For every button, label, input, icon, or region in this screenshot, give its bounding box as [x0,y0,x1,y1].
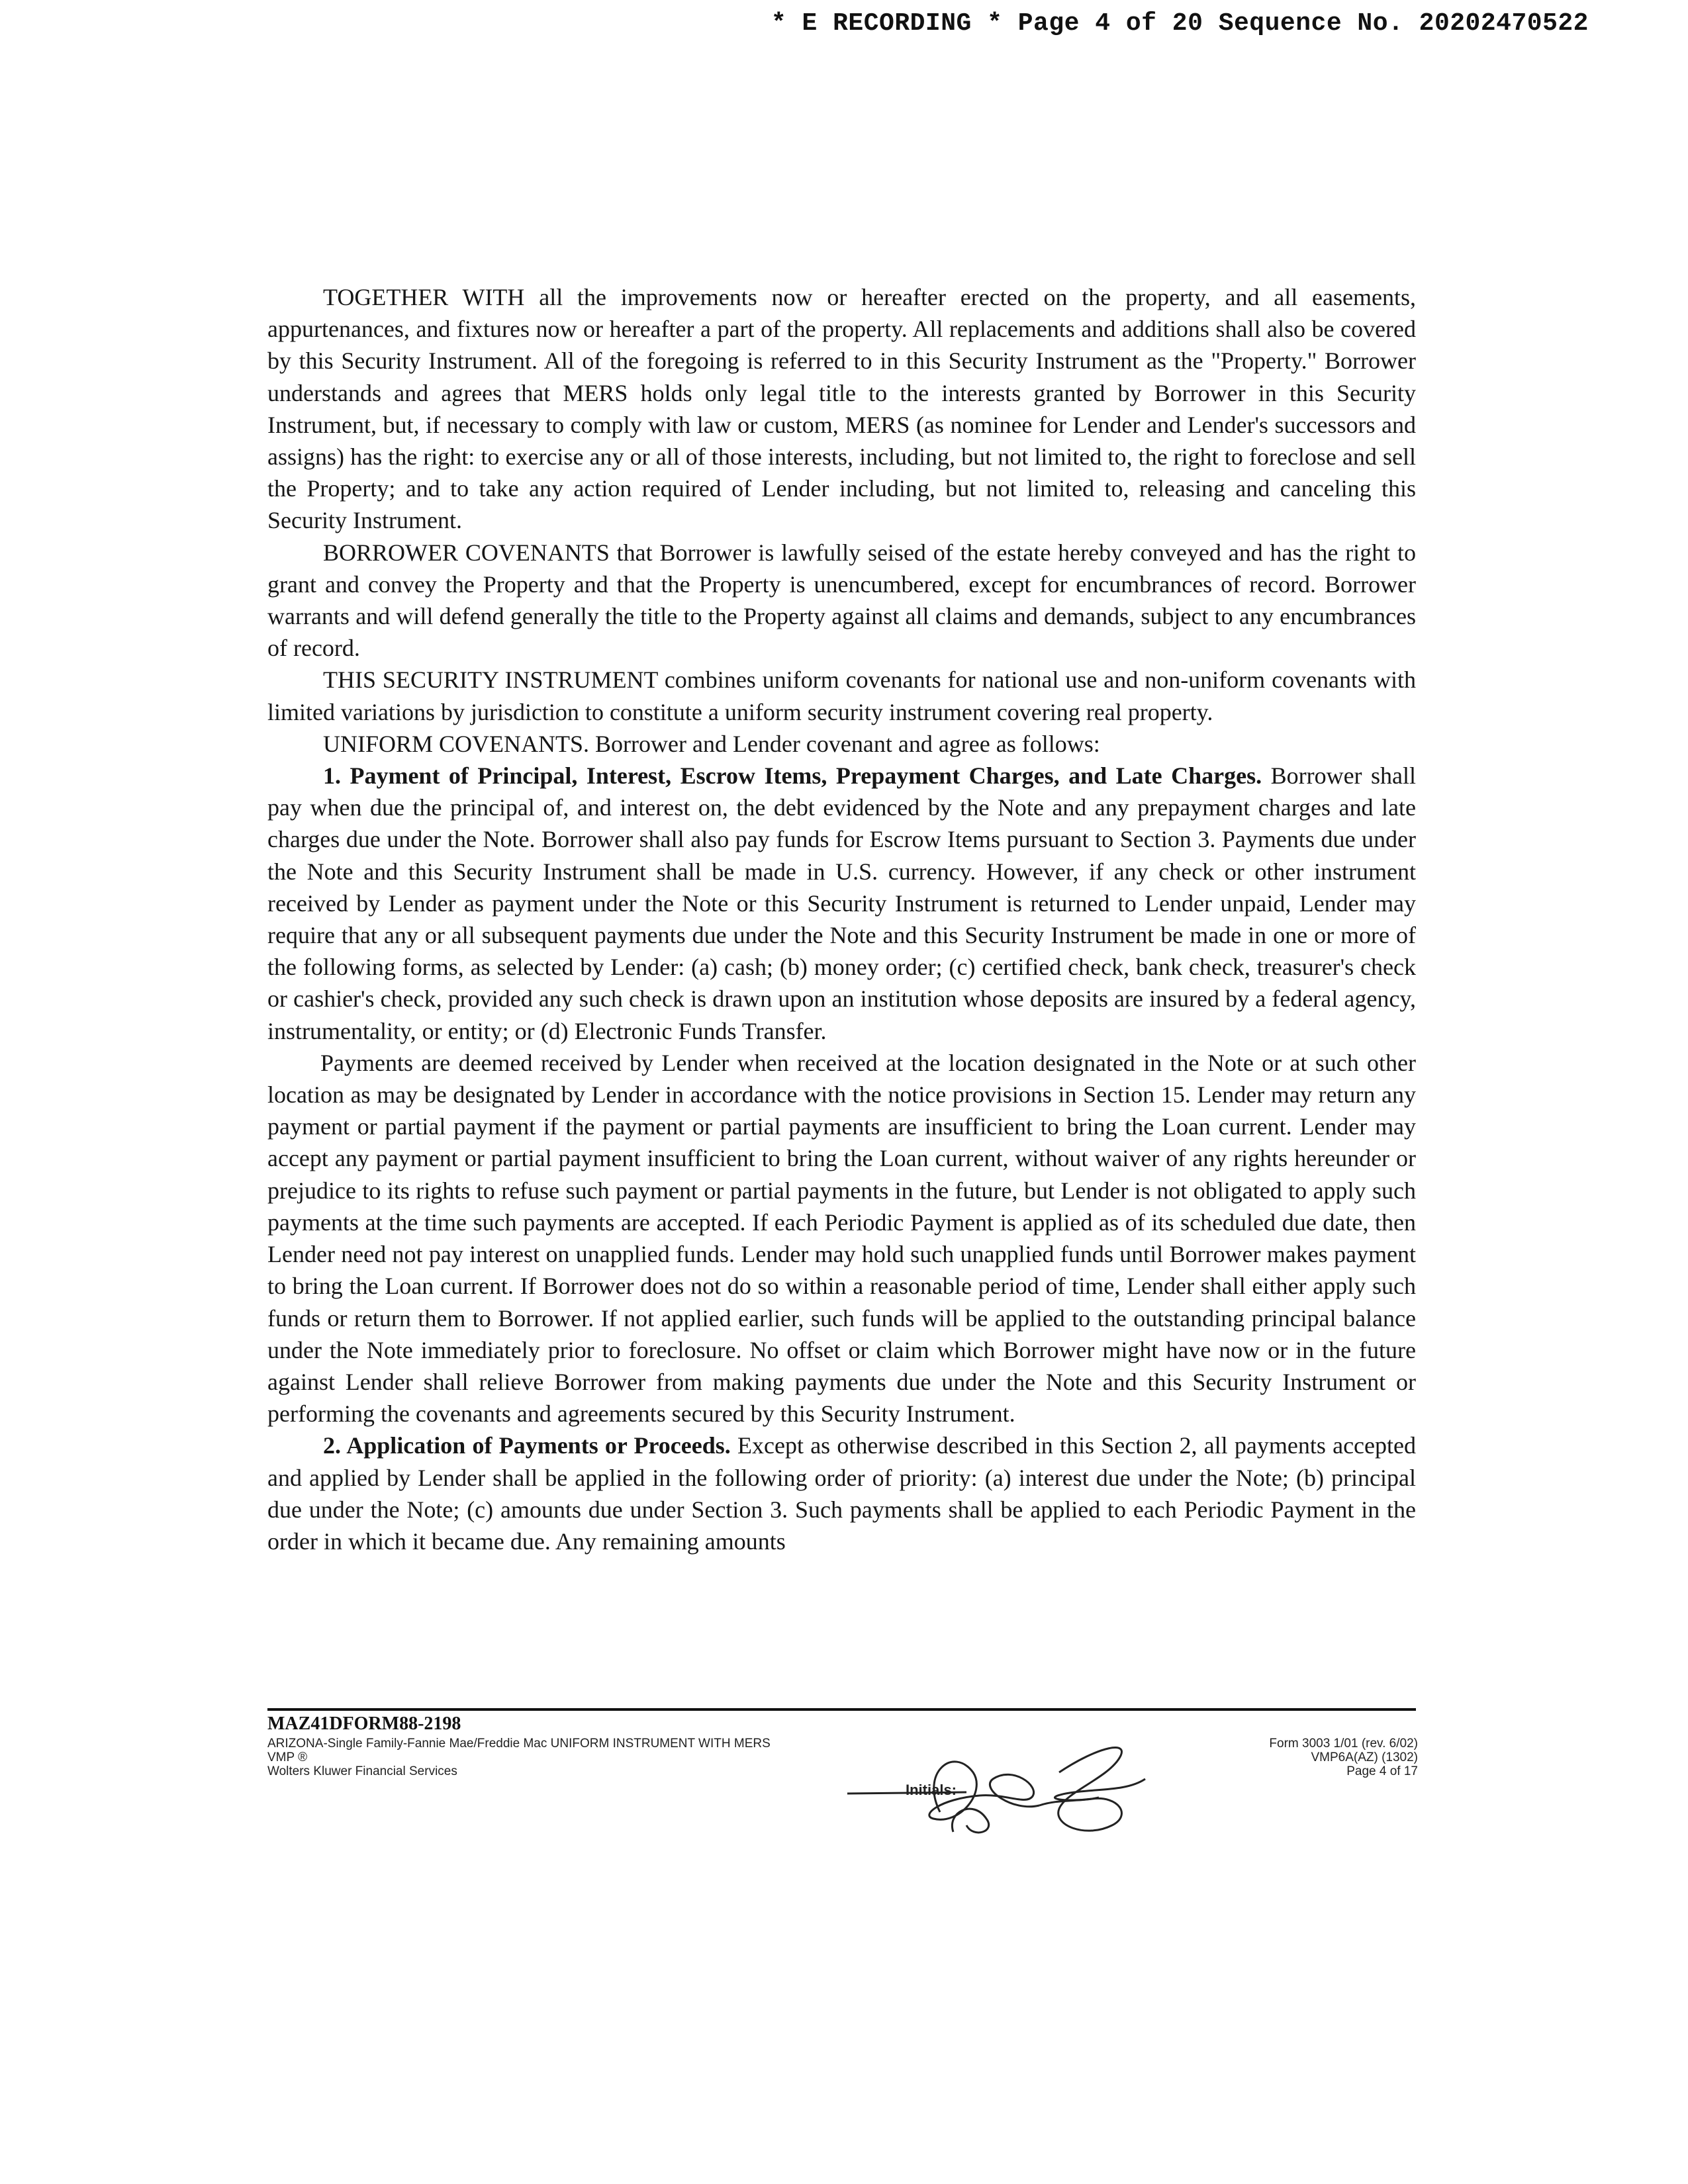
paragraph-borrower-covenants: BORROWER COVENANTS that Borrower is lawfully seised of the estate hereby conveyed and has the right to grant and convey the Property and that the Property is unencumbered, except for encumbrances of record. Borrower warrants and will defend generally the title to the Property against all claims and demands, subject to any encumbrances of record. [267,539,1416,662]
footer-divider [267,1708,1416,1711]
paragraph-payments-received: Payments are deemed received by Lender when received at the location designated in the Note or at such other location as may be designated by Lender in accordance with the notice provisions in Section 15. Lender may return any payment or partial payment if the payment or partial payments are insufficient to bring the Loan current. Lender may accept any payment or partial payment insufficient to bring the Loan current, without waiver of any rights hereunder or prejudice to its rights to refuse such payment or partial payments in the future, but Lender is not obligated to apply such payments at the time such payments are accepted. If each Periodic Payment is applied as of its scheduled due date, then Lender need not pay interest on unapplied funds. Lender may hold such unapplied funds until Borrower makes payment to bring the Loan current. If Borrower does not do so within a reasonable period of time, Lender shall either apply such funds or return them to Borrower. If not applied earlier, such funds will be applied to the outstanding principal balance under the Note immediately prior to foreclosure. No offset or claim which Borrower might have now or in the future against Lender shall relieve Borrower from making payments due under the Note and this Security Instrument or performing the covenants and agreements secured by this Security Instrument. [267,1049,1416,1428]
paragraph-this-security-instrument: THIS SECURITY INSTRUMENT combines uniform covenants for national use and non-uniform covenants with limited variations by jurisdiction to constitute a uniform security instrument covering real property. [267,666,1416,725]
document-body [267,281,1416,1557]
initials-signature [841,1733,1172,1845]
footer-vmp-mark: VMP ® [267,1751,308,1764]
initial-stroke-4 [1039,1797,1099,1805]
footer-form-id: VMP6A(AZ) (1302) [1311,1751,1418,1764]
footer-page-number: Page 4 of 17 [1346,1764,1418,1778]
footer-form-number [1269,1737,1418,1778]
footer-form-info [267,1737,771,1778]
initial-stroke-3 [1055,1748,1145,1831]
footer-publisher: Wolters Kluwer Financial Services [267,1764,457,1778]
initials-label: Initials: [906,1782,957,1798]
section-1-heading: 1. Payment of Principal, Interest, Escrow Items, Prepayment Charges, and Late Charges. [323,762,1262,790]
section-1-paragraph [267,760,1416,1047]
paragraph-together-with: TOGETHER WITH all the improvements now or hereafter erected on the property, and all easements, appurtenances, and fixtures now or hereafter a part of the property. All replacements and additions shall also be covered by this Security Instrument. All of the foregoing is referred to in this Security Instrument as the "Property." Borrower understands and agrees that MERS holds only legal title to the interests granted by Borrower in this Security Instrument, but, if necessary to comply with law or custom, MERS (as nominee for Lender and Lender's successors and assigns) has the right: to exercise any or all of those interests, including, but not limited to, the right to foreclose and sell the Property; and to take any action required of Lender including, but not limited to, releasing and canceling this Security Instrument. [267,284,1416,534]
footer-form-title: ARIZONA-Single Family-Fannie Mae/Freddie Mac UNIFORM INSTRUMENT WITH MERS [267,1737,771,1751]
section-2-paragraph [267,1430,1416,1557]
recording-stamp-header: * E RECORDING * Page 4 of 20 Sequence No. 20202470522 [771,9,1589,38]
section-2-text: Except as otherwise described in this Section 2, all payments accepted and applied by Lender shall be applied in the following order of priority: (a) interest due under the Note; (b) principal due under the Note; (c) amounts due under Section 3. Such payments shall be applied to each Periodic Payment in the order in which it became due. Any remaining amounts [267,1432,1416,1555]
section-1-text: Borrower shall pay when due the principal of, and interest on, the debt evidenced by the Note and any prepayment charges and late charges due under the Note. Borrower shall also pay funds for Escrow Items pursuant to Section 3. Payments due under the Note and this Security Instrument shall be made in U.S. currency. However, if any check or other instrument received by Lender as payment under the Note or this Security Instrument is returned to Lender unpaid, Lender may require that any or all subsequent payments due under the Note and this Security Instrument be made in one or more of the following forms, as selected by Lender: (a) cash; (b) money order; (c) certified check, bank check, treasurer's check or cashier's check, provided any such check is drawn upon an institution whose deposits are insured by a federal agency, instrumentality, or entity; or (d) Electronic Funds Transfer. [267,762,1417,1044]
paragraph-uniform-covenants: UNIFORM COVENANTS. Borrower and Lender covenant and agree as follows: [323,730,1100,757]
initial-stroke-2 [952,1809,988,1833]
form-code: MAZ41DFORM88-2198 [267,1713,461,1734]
footer-form-revision: Form 3003 1/01 (rev. 6/02) [1269,1737,1418,1751]
section-2-heading: 2. Application of Payments or Proceeds. [323,1432,731,1459]
